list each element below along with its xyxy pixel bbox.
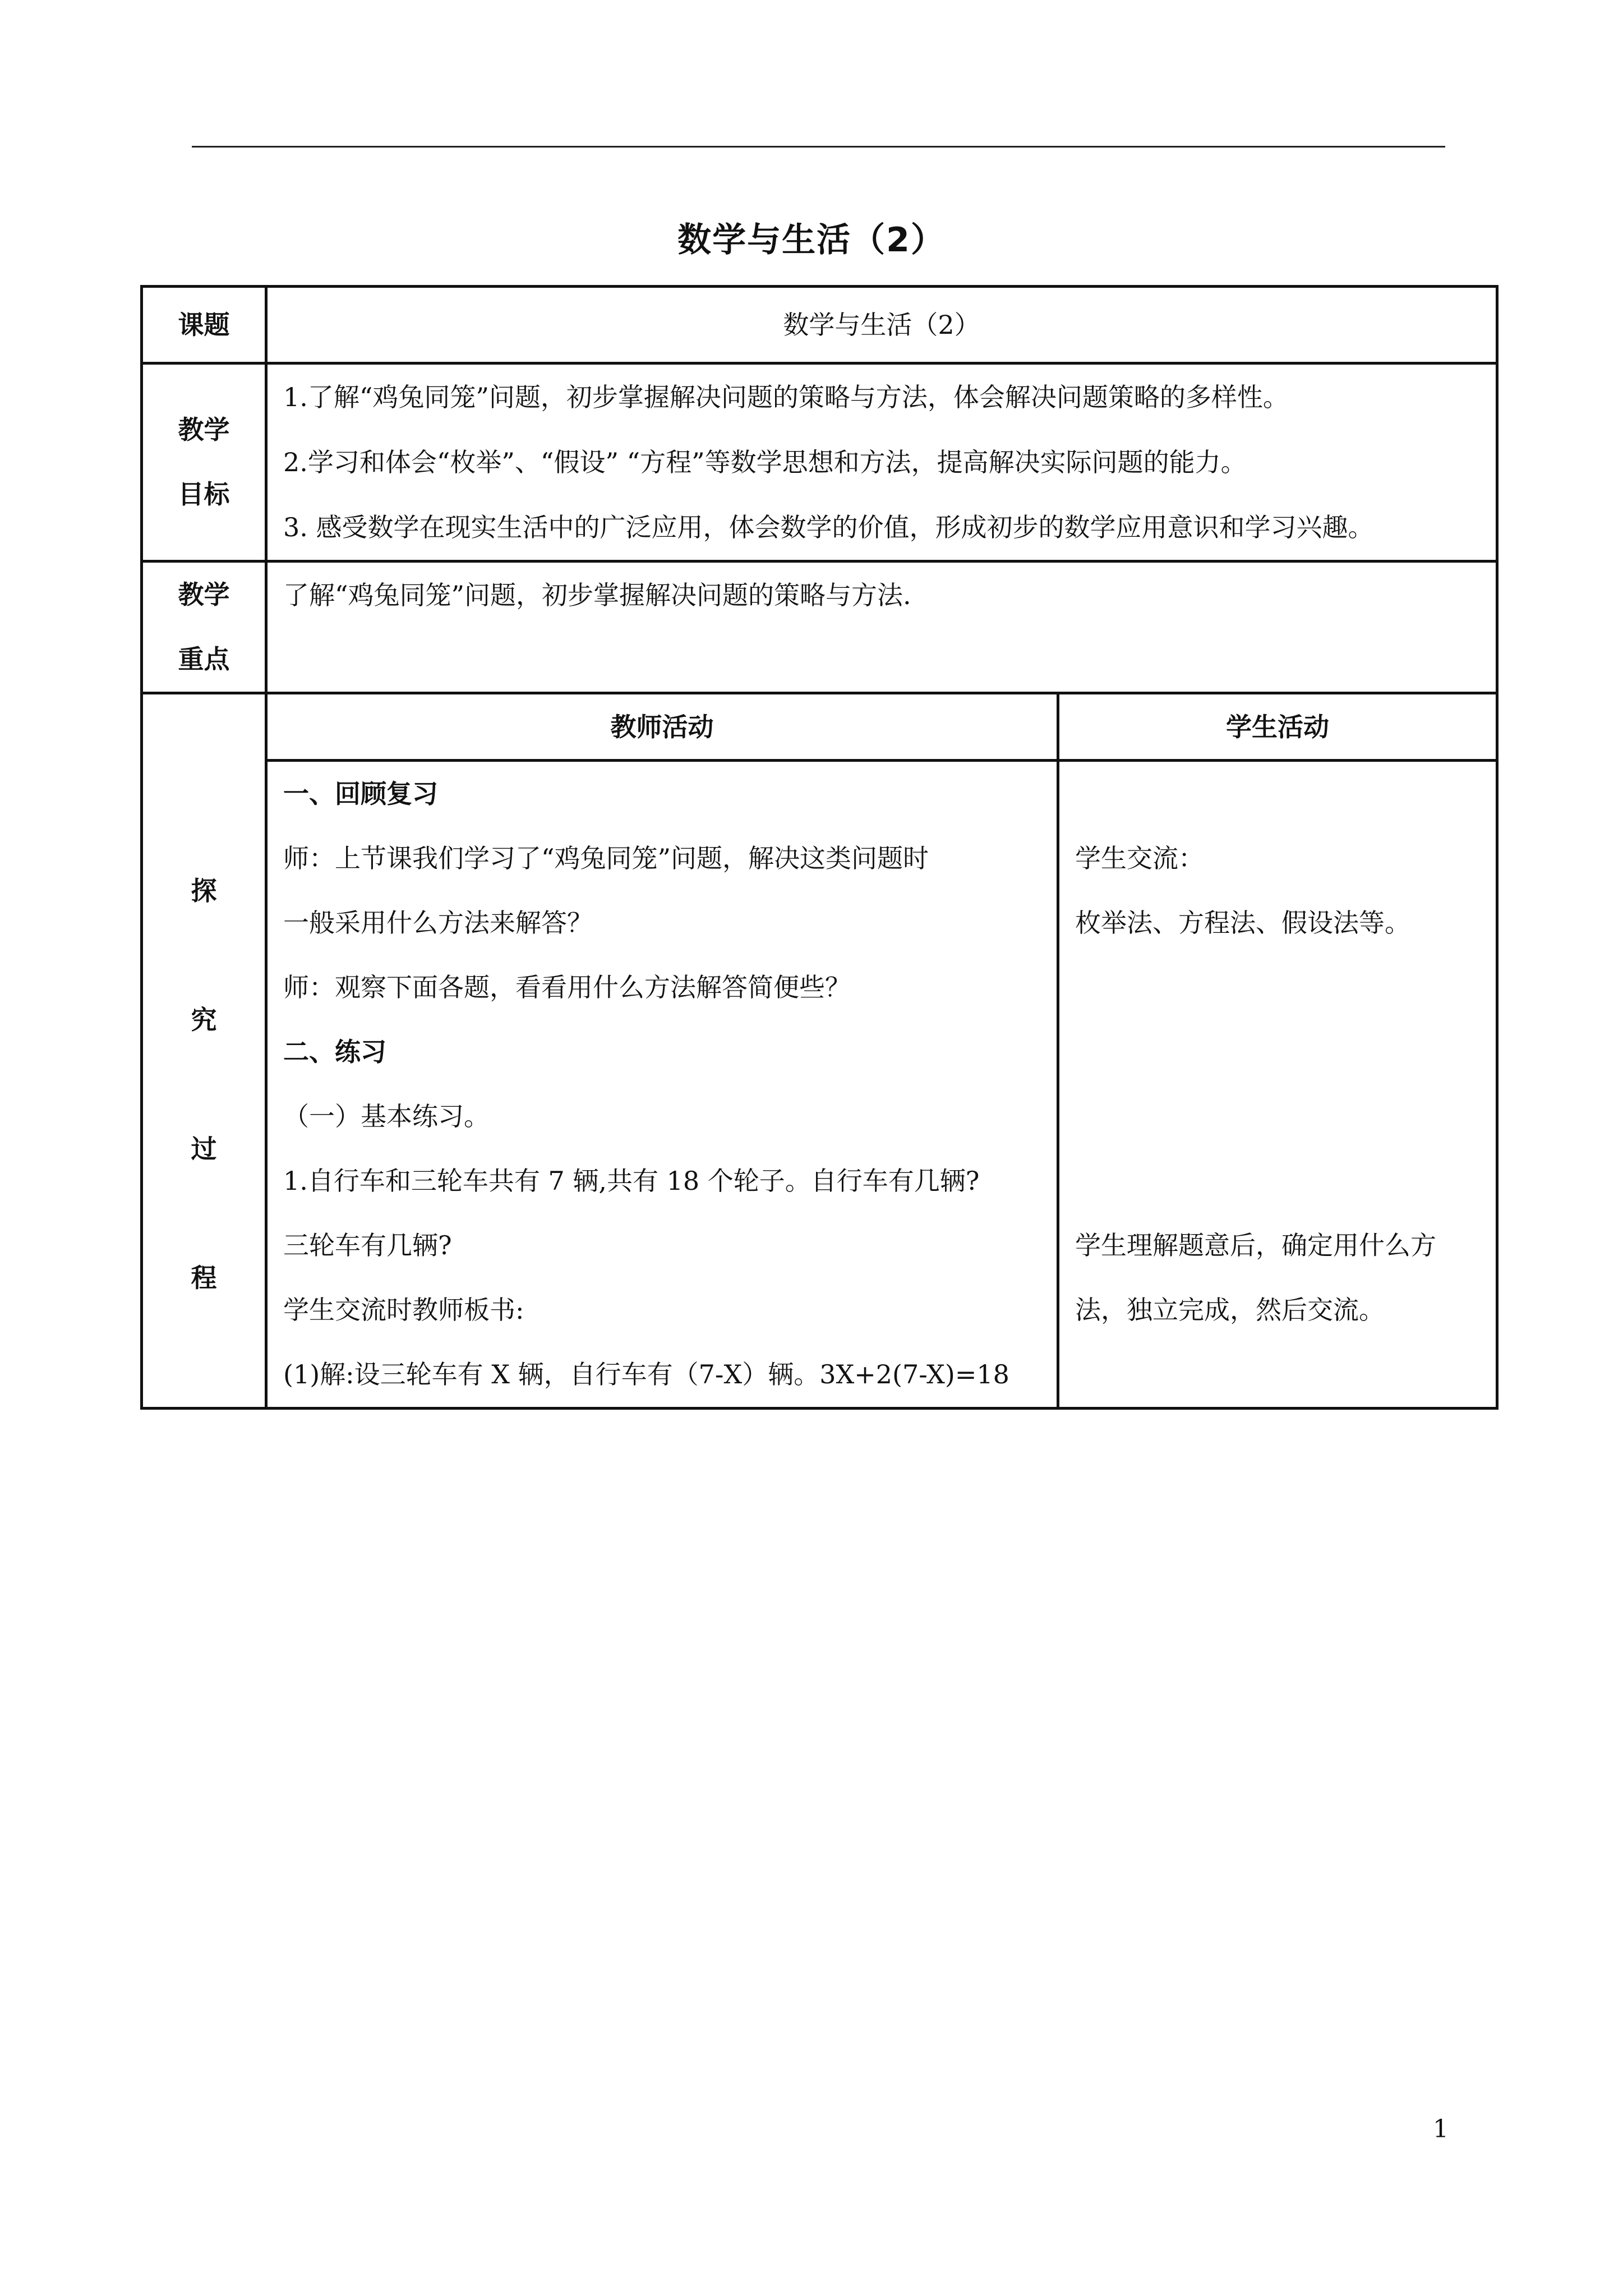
student-line: 法，独立完成，然后交流。 [1075, 1295, 1385, 1325]
goals-label-line-2: 目标 [178, 479, 230, 509]
practice-heading: 二、练习 [283, 1037, 386, 1067]
teacher-activity-header: 教师活动 [266, 693, 1058, 761]
goals-label-cell [142, 364, 266, 562]
topic-value: 数学与生活（2） [783, 310, 980, 340]
process-label-char-3: 过 [191, 1134, 217, 1164]
student-line [1075, 1342, 1480, 1407]
student-line [1075, 1020, 1480, 1084]
student-line: 枚举法、方程法、假设法等。 [1075, 908, 1410, 938]
focus-text: 了解“鸡兔同笼”问题，初步掌握解决问题的策略与方法. [283, 580, 911, 610]
review-heading: 一、回顾复习 [283, 779, 438, 809]
process-label-cell [142, 693, 266, 1409]
focus-label-line-1: 教学 [178, 579, 230, 610]
topic-label: 课题 [178, 310, 230, 340]
goals-row [142, 364, 1497, 562]
lesson-plan-table [140, 285, 1498, 1410]
goals-cell [266, 364, 1497, 562]
focus-row [142, 562, 1497, 693]
header-rule [192, 146, 1445, 148]
goals-label-line-1: 教学 [178, 415, 230, 445]
process-label-char-1: 探 [191, 876, 217, 906]
document-title: 数学与生活（2） [677, 220, 946, 260]
teacher-line: 学生交流时教师板书: [283, 1295, 524, 1325]
goal-item-1: 1.了解“鸡兔同笼”问题，初步掌握解决问题的策略与方法，体会解决问题策略的多样性。 [283, 382, 1289, 412]
teacher-line: 师：观察下面各题，看看用什么方法解答简便些？ [283, 972, 851, 1002]
teacher-line: 三轮车有几辆? [283, 1230, 452, 1260]
student-line [1075, 1084, 1480, 1149]
goal-item-3: 3. 感受数学在现实生活中的广泛应用，体会数学的价值，形成初步的数学应用意识和学习兴趣。 [283, 512, 1374, 542]
student-activity-header: 学生活动 [1058, 693, 1497, 761]
student-line: 学生交流： [1075, 843, 1204, 873]
focus-label-cell [142, 562, 266, 693]
goal-item-2: 2.学习和体会“枚举”、“假设” “方程”等数学思想和方法，提高解决实际问题的能力。 [283, 447, 1247, 477]
focus-label-line-2: 重点 [178, 644, 230, 674]
teacher-line: （一）基本练习。 [283, 1101, 490, 1131]
teacher-activity-cell [266, 761, 1058, 1409]
topic-value-cell [266, 287, 1497, 364]
process-label-char-2: 究 [191, 1005, 217, 1035]
teacher-line: 师：上节课我们学习了“鸡兔同笼”问题，解决这类问题时 [283, 843, 929, 873]
teacher-line: (1)解:设三轮车有 X 辆，自行车有（7-X）辆。3X+2(7-X)=18 [283, 1359, 1009, 1389]
student-line [1075, 955, 1480, 1020]
topic-row [142, 287, 1497, 364]
topic-label-cell [142, 287, 266, 364]
student-line [1075, 762, 1480, 826]
process-label-char-4: 程 [191, 1263, 217, 1293]
focus-cell [266, 562, 1497, 693]
student-line [1075, 1149, 1480, 1213]
student-activity-cell [1058, 761, 1497, 1409]
teacher-line: 一般采用什么方法来解答？ [283, 908, 593, 938]
teacher-line: 1.自行车和三轮车共有 7 辆,共有 18 个轮子。自行车有几辆? [283, 1166, 980, 1196]
page-number: 1 [1433, 2115, 1449, 2143]
activity-header-row [142, 693, 1497, 761]
student-line: 学生理解题意后，确定用什么方 [1075, 1230, 1436, 1260]
activity-body-row [142, 761, 1497, 1409]
